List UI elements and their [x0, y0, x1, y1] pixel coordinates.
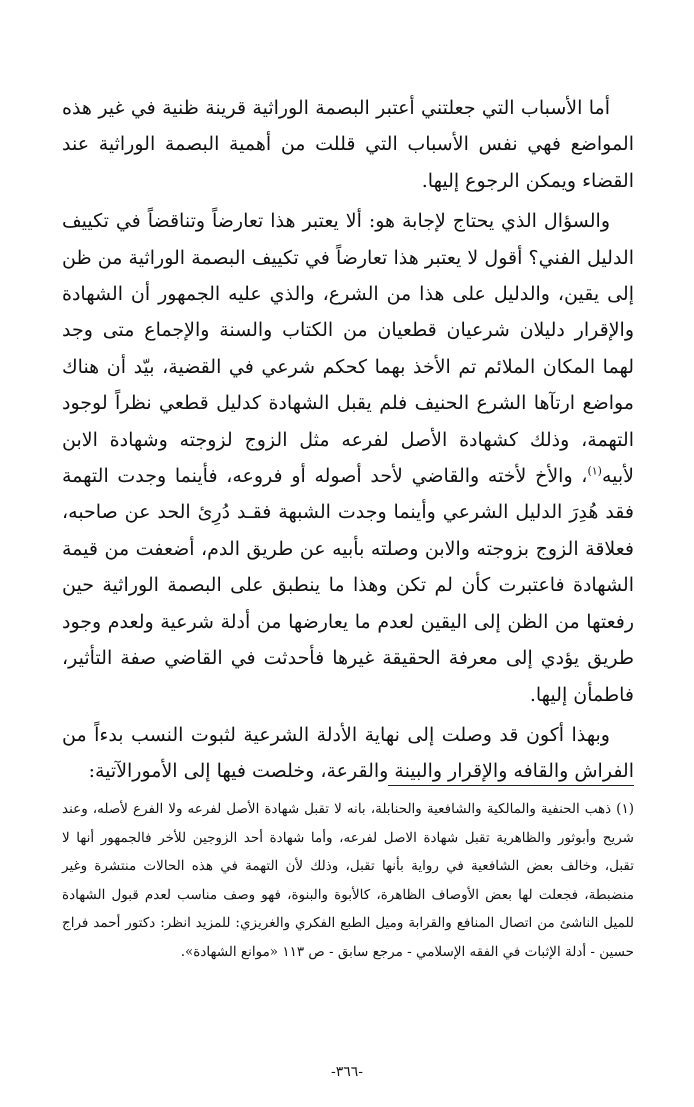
- footnote: [62, 795, 634, 966]
- paragraph-1-text: أما الأسباب التي جعلتني أعتبر البصمة الوراثية قرينة ظنية في غير هذه المواضع فهي نفس الأسباب التي قللت من أهمية البصمة الوراثية عند القضاء ويمكن الرجوع إليها.: [62, 97, 634, 192]
- footnote-text: (١) ذهب الحنفية والمالكية والشافعية والحنابلة، بانه لا تقبل شهادة الأصل لفرعه ولا الفرع لأصله، وعند شريح وأبوثور والظاهرية تقبل شهادة الاصل لفرعه، وأما شهادة أحد الزوجين للأخر فالجمهور أنها لا تقبل، وخالف بعض الشافعية في رواية بأنها تقبل، وذلك لأن التهمة في هذه الحالات منتشرة وغير منضبطة، فجعلت لها بعض الأوصاف الظاهرة، كالأبوة والبنوة، فهو وصف مناسب لعدم قبول الشهادة للميل الناشئ من اتصال المنافع والقرابة وميل الطبع الفكري والغريزي: للمزيد انظر: دكتور أحمد فراج حسين - أدلة الإثبات في الفقه الإسلامي - مرجع سابق - ص ١١٣ «موانع الشهادة».: [62, 801, 634, 960]
- page-number: -٣٦٦-: [330, 1064, 364, 1080]
- paragraph-3: [62, 717, 634, 790]
- main-text-body: [62, 90, 634, 790]
- paragraph-2-text-start: والسؤال الذي يحتاج لإجابة هو: ألا يعتبر هذا تعارضاً وتناقضاً في تكييف الدليل الفني؟ أقول لا يعتبر هذا تعارضاً في تكييف البصمة الوراثية من ظن إلى يقين، والدليل على هذا من الشرع، والذي عليه الجمهور أن الشهادة والإقرار دليلان شرعيان قطعيان من الكتاب والسنة والإجماع متى وجد لهما المكان الملائم تم الأخذ بهما كحكم شرعي في القضية، بيّد أن هناك مواضع ارتآها الشرع الحنيف فلم يقبل الشهادة كدليل قطعي نظراً لوجود التهمة، وذلك كشهادة الأصل لفرعه مثل الزوج لزوجته وشهادة الابن لأبيه: [62, 210, 634, 488]
- footnote-divider: [388, 785, 634, 786]
- paragraph-1: [62, 90, 634, 199]
- paragraph-2: [62, 203, 634, 713]
- footnote-reference[interactable]: (١): [587, 464, 602, 478]
- paragraph-3-text: وبهذا أكون قد وصلت إلى نهاية الأدلة الشرعية لثبوت النسب بدءاً من الفراش والقافه والإقرار والبينة والقرعة، وخلصت فيها إلى الأمورالآتية:: [62, 723, 634, 783]
- paragraph-2-text-end: ، والأخ لأخته والقاضي لأحد أصوله أو فروعه، فأينما وجدت التهمة فقد هُدِرَ الدليل الشرعي وأينما وجدت الشبهة فقـد دُرِئ الحد عن صاحبه، فعلاقة الزوج بزوجته والابن وصلته بأبيه عن طريق الدم، أضعفت من قيمة الشهادة فاعتبرت كأن لم تكن وهذا ما ينطبق على البصمة الوراثية حين رفعتها من الظن إلى اليقين لعدم ما يعارضها من أدلة شرعية ولعدم وجود طريق يؤدي إلى معرفة الحقيقة غيرها فأحدثت في القاضي صفة التأثير، فاطمأن إليها.: [62, 465, 634, 706]
